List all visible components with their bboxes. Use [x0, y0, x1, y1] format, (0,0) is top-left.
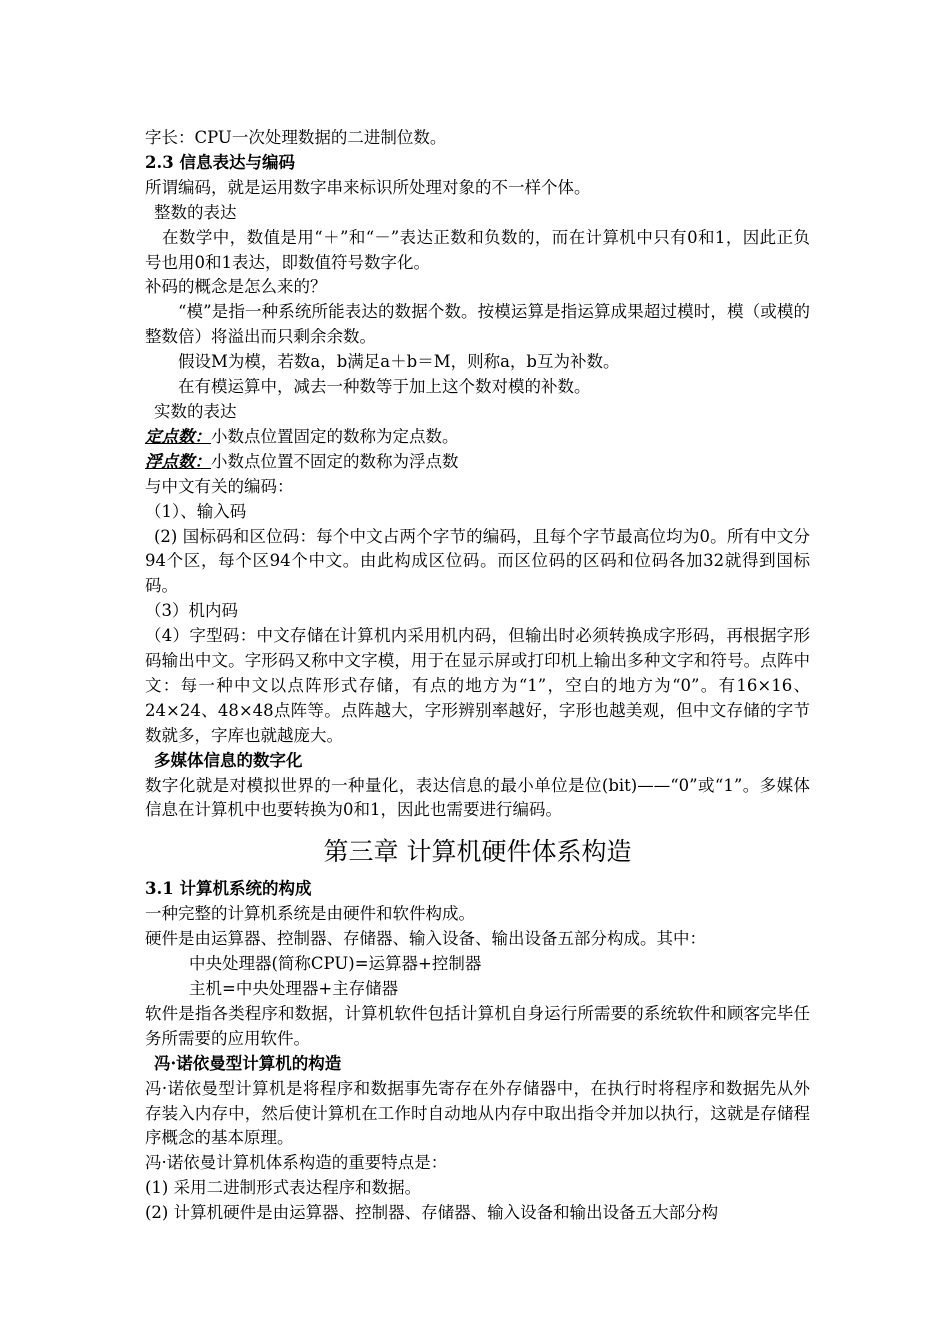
- floating-point-term: 浮点数：: [145, 451, 211, 471]
- real-number-heading: 实数的表达: [154, 401, 237, 421]
- cpu-formula: 中央处理器(简称CPU)=运算器+控制器: [189, 954, 482, 974]
- complement-question: 补码的概念是怎么来的？: [145, 277, 327, 297]
- input-code-item: （1）、输入码: [145, 501, 247, 521]
- system-composition-line: 一种完整的计算机系统是由硬件和软件构成。: [145, 904, 475, 924]
- feature-item-2: (2) 计算机硬件是由运算器、控制器、存储器、输入设备和输出设备五大部分构: [145, 1203, 719, 1223]
- stored-program-paragraph: 冯·诺依曼型计算机是将程序和数据事先寄存在外存储器中，在执行时将程序和数据先从外存装入内存中，然后使计算机在工作时自动地从内存中取出指令并加以执行，这就是存储程序概念的基本原理。: [145, 1078, 810, 1148]
- floating-point-text: 小数点位置不固定的数称为浮点数: [211, 451, 459, 471]
- floating-point-line: [145, 450, 810, 475]
- modular-subtraction-note: 在有模运算中，减去一种数等于加上这个数对模的补数。: [178, 377, 591, 397]
- fixed-point-term: 定点数：: [145, 426, 211, 446]
- modulus-paragraph: “模”是指一种系统所能表达的数据个数。按模运算是指运算成果超过模时，模（或模的整数倍）将溢出而只剩余余数。: [145, 302, 810, 347]
- glyph-code-paragraph: （4）字型码：中文存储在计算机内采用机内码，但输出时必须转换成字形码，再根据字形码输出中文。字形码又称中文字模，用于在显示屏或打印机上输出多种文字和符号。点阵中文：每一种中文以点阵形式存储，有点的地方为“1”，空白的地方为“0”。有16×16、24×24、48×48点阵等。点阵越大，字形辨别率越好，字形也越美观，但中文存储的字节数就多，字库也就越庞大。: [145, 626, 810, 745]
- section-heading-2-3: 2.3 信息表达与编码: [145, 152, 295, 172]
- von-neumann-features-intro: 冯·诺依曼计算机体系构造的重要特点是：: [145, 1153, 448, 1173]
- section-heading-3-1: 3.1 计算机系统的构成: [145, 879, 312, 899]
- host-formula: 主机=中央处理器+主存储器: [189, 979, 399, 998]
- national-code-paragraph: (2) 国标码和区位码：每个中文占两个字节的编码，且每个字节最高位均为0。所有中文分94个区，每个区94个中文。由此构成区位码。而区位码的区码和位码各加32就得到国标码。: [145, 526, 810, 596]
- fixed-point-text: 小数点位置固定的数称为定点数。: [211, 426, 459, 446]
- encoding-definition: 所谓编码，就是运用数字串来标识所处理对象的不一样个体。: [145, 177, 591, 197]
- fixed-point-line: [145, 425, 810, 450]
- integer-representation-heading: 整数的表达: [154, 202, 237, 222]
- hardware-composition-line: 硬件是由运算器、控制器、存储器、输入设备、输出设备五部分构成。其中：: [145, 929, 706, 949]
- digitization-paragraph: 数字化就是对模拟世界的一种量化，表达信息的最小单位是位(bit)——“0”或“1”。多媒体信息在计算机中也要转换为0和1，因此也需要进行编码。: [145, 775, 810, 820]
- sign-digitization-paragraph: 在数学中，数值是用“＋”和“－”表达正数和负数的，而在计算机中只有0和1，因此正负号也用0和1表达，即数值符号数字化。: [145, 227, 810, 272]
- multimedia-heading: 多媒体信息的数字化: [154, 750, 303, 770]
- von-neumann-heading: 冯·诺依曼型计算机的构造: [154, 1053, 342, 1073]
- chinese-encoding-intro: 与中文有关的编码：: [145, 476, 294, 496]
- chapter-title: 第三章 计算机硬件体系构造: [323, 837, 632, 867]
- complement-definition: 假设M为模，若数a，b满足a＋b＝M，则称a，b互为补数。: [178, 352, 620, 372]
- document-page: [145, 126, 810, 1226]
- internal-code-item: （3）机内码: [145, 601, 238, 621]
- software-paragraph: 软件是指各类程序和数据，计算机软件包括计算机自身运行所需要的系统软件和顾客完毕任务所需要的应用软件。: [145, 1003, 810, 1048]
- feature-item-1: (1) 采用二进制形式表达程序和数据。: [145, 1178, 422, 1198]
- word-length-definition: 字长：CPU一次处理数据的二进制位数。: [145, 128, 447, 147]
